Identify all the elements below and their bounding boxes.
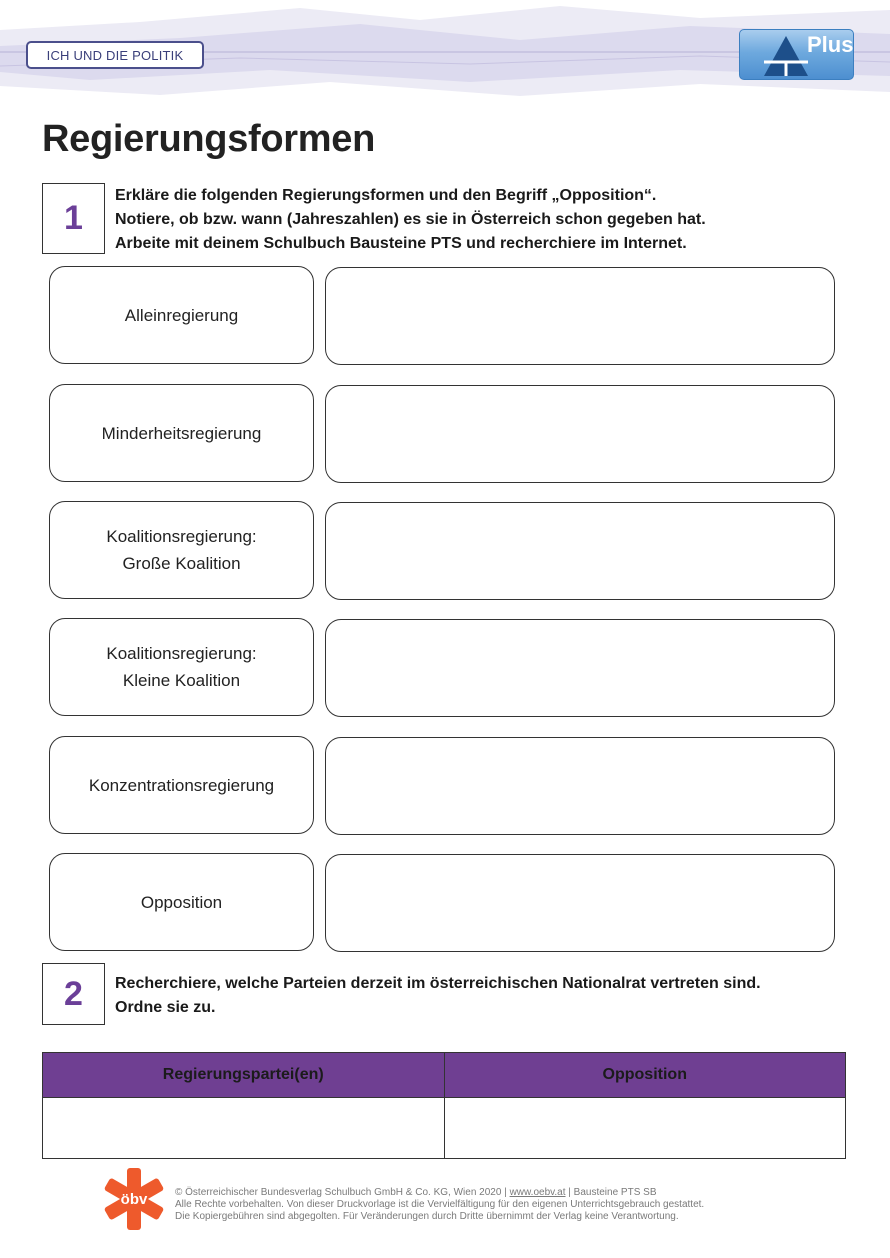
task-2-line: Ordne sie zu. [115,999,216,1016]
answer-box-minderheitsregierung[interactable] [325,385,835,483]
table-header-row [43,1053,846,1098]
footer-link[interactable]: www.oebv.at [509,1187,566,1198]
answer-cell-opposition[interactable] [444,1098,846,1159]
column-header-regierungsparteien: Regierungspartei(en) [43,1053,445,1098]
term-label: Konzentrationsregierung [88,775,275,795]
answer-box-konzentrationsregierung[interactable] [325,737,835,835]
answer-box-grosse-koalition[interactable] [325,502,835,600]
page-title: Regierungsformen [42,118,376,160]
term-box-kleine-koalition [49,618,314,716]
footer-line-2: Alle Rechte vorbehalten. Von dieser Druckvorlage ist die Vervielfältigung für den eigenen Unterrichtsgebrauch gestattet. [175,1199,705,1210]
answer-box-opposition[interactable] [325,854,835,952]
column-header-opposition: Opposition [444,1053,846,1098]
footer-line-1a: © Österreichischer Bundesverlag Schulbuch GmbH & Co. KG, Wien 2020 | [175,1187,510,1198]
term-box-konzentrationsregierung [49,736,314,834]
task-2-instructions [115,972,761,1020]
oebv-logo [104,1168,164,1230]
task-1-number: 1 [42,183,105,254]
task-1-line: Notiere, ob bzw. wann (Jahreszahlen) es sie in Österreich schon gegeben hat. [115,211,706,228]
term-label-sub: Große Koalition [122,554,241,573]
task-2-number: 2 [42,963,105,1025]
task-1-line: Erkläre die folgenden Regierungsformen und den Begriff „Opposition“. [115,187,657,204]
answer-box-alleinregierung[interactable] [325,267,835,365]
task-1-line: Arbeite mit deinem Schulbuch Bausteine PTS und recherchiere im Internet. [115,235,687,252]
table-row [43,1098,846,1159]
footer-line-1b: | Bausteine PTS SB [565,1187,657,1198]
term-box-opposition [49,853,314,951]
term-box-minderheitsregierung [49,384,314,482]
term-label: Koalitionsregierung: [106,527,257,546]
term-box-grosse-koalition [49,501,314,599]
footer-line-3: Die Kopiergebühren sind abgegolten. Für Veränderungen durch Dritte übernimmt der Verlag keine Verantwortung. [175,1211,679,1222]
section-label: ICH UND DIE POLITIK [26,41,204,69]
plus-label: Plus [807,32,854,57]
triangle-logo-icon [762,34,810,78]
term-box-alleinregierung [49,266,314,364]
answer-cell-regierungsparteien[interactable] [43,1098,445,1159]
plus-logo [739,29,854,80]
answer-box-kleine-koalition[interactable] [325,619,835,717]
term-label-sub: Kleine Koalition [122,671,241,690]
term-label: Alleinregierung [124,305,239,325]
oebv-logo-text: öbv [120,1191,148,1208]
task-2-line: Recherchiere, welche Parteien derzeit im österreichischen Nationalrat vertreten sind. [115,975,761,992]
footer-copyright [175,1187,704,1223]
task-1-instructions [115,184,706,256]
term-label: Opposition [140,892,223,912]
party-table [42,1052,846,1159]
term-label: Minderheitsregierung [101,423,262,443]
term-label: Koalitionsregierung: [106,644,257,663]
